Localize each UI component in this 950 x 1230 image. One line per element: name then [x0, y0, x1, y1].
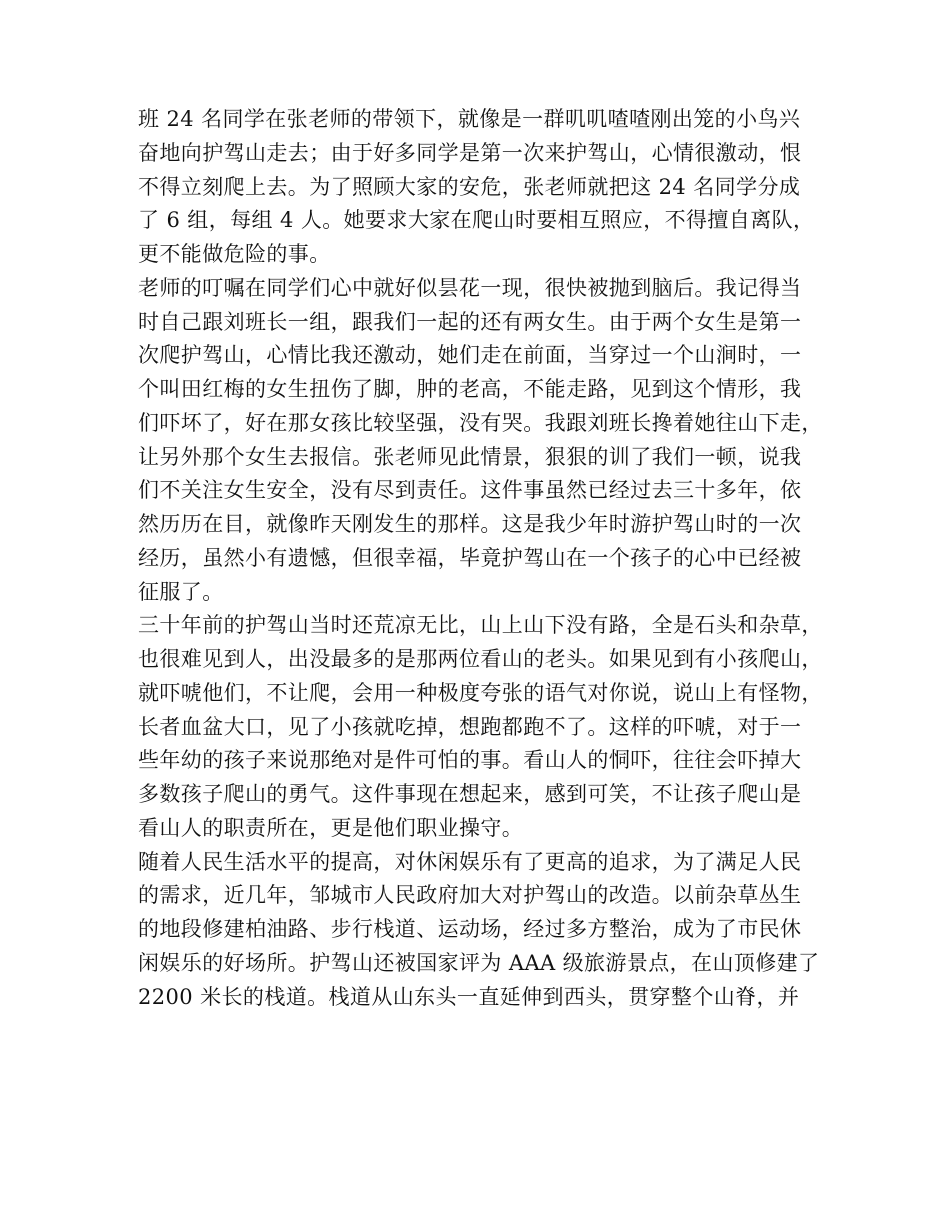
text-line: 多数孩子爬山的勇气。这件事现在想起来，感到可笑，不让孩子爬山是: [138, 782, 802, 806]
text-line: 些年幼的孩子来说那绝对是件可怕的事。看山人的恫吓，往往会吓掉大: [138, 748, 802, 773]
text-line: 也很难见到人，出没最多的是那两位看山的老头。如果见到有小孩爬山，: [138, 647, 823, 671]
text-line: 就吓唬他们，不让爬，会用一种极度夸张的语气对你说，说山上有怪物，: [138, 680, 823, 705]
paragraph-1: [138, 103, 828, 272]
text-line: 征服了。: [138, 579, 224, 604]
text-line: 更不能做危险的事。: [138, 242, 331, 266]
text-line: 然历历在目，就像昨天刚发生的那样。这是我少年时游护驾山时的一次: [138, 512, 802, 536]
text-line: 们不关注女生安全，没有尽到责任。这件事虽然已经过去三十多年，依: [138, 478, 802, 503]
text-line: 让另外那个女生去报信。张老师见此情景，狠狠的训了我们一顿，说我: [138, 444, 802, 469]
text-line: 们吓坏了，好在那女孩比较坚强，没有哭。我跟刘班长搀着她往山下走，: [138, 410, 823, 435]
text-line: 的地段修建柏油路、步行栈道、运动场，经过多方整治，成为了市民休: [138, 917, 802, 941]
body-text: [138, 103, 828, 1014]
text-line: 时自己跟刘班长一组，跟我们一起的还有两女生。由于两个女生是第一: [138, 309, 802, 334]
paragraph-3: [138, 609, 828, 845]
text-line: 奋地向护驾山走去；由于好多同学是第一次来护驾山，心情很激动，恨: [138, 140, 802, 165]
text-line: 老师的叮嘱在同学们心中就好似昙花一现，很快被抛到脑后。我记得当: [138, 275, 802, 300]
text-line: 个叫田红梅的女生扭伤了脚，肿的老高，不能走路，见到这个情形，我: [138, 377, 802, 401]
text-line: 随着人民生活水平的提高，对休闲娱乐有了更高的追求，为了满足人民: [138, 849, 802, 874]
paragraph-4: [138, 846, 828, 1015]
text-line: 闲娱乐的好场所。护驾山还被国家评为 AAA 级旅游景点，在山顶修建了: [138, 950, 820, 975]
text-line: 的需求，近几年，邹城市人民政府加大对护驾山的改造。以前杂草丛生: [138, 883, 802, 908]
text-line: 不得立刻爬上去。为了照顾大家的安危，张老师就把这 24 名同学分成: [138, 174, 801, 199]
text-line: 了 6 组，每组 4 人。她要求大家在爬山时要相互照应，不得擅自离队，: [138, 208, 815, 233]
text-line: 长者血盆大口，见了小孩就吃掉，想跑都跑不了。这样的吓唬，对于一: [138, 714, 802, 739]
text-line: 次爬护驾山，心情比我还激动，她们走在前面，当穿过一个山涧时，一: [138, 343, 802, 368]
text-line: 经历，虽然小有遗憾，但很幸福，毕竟护驾山在一个孩子的心中已经被: [138, 545, 802, 570]
text-line: 班 24 名同学在张老师的带领下，就像是一群叽叽喳喳刚出笼的小鸟兴: [138, 107, 801, 131]
paragraph-2: [138, 272, 828, 610]
text-line: 三十年前的护驾山当时还荒凉无比，山上山下没有路，全是石头和杂草，: [138, 613, 823, 638]
text-line: 2200 米长的栈道。栈道从山东头一直延伸到西头，贯穿整个山脊，并: [138, 984, 800, 1009]
text-line: 看山人的职责所在，更是他们职业操守。: [138, 815, 524, 840]
